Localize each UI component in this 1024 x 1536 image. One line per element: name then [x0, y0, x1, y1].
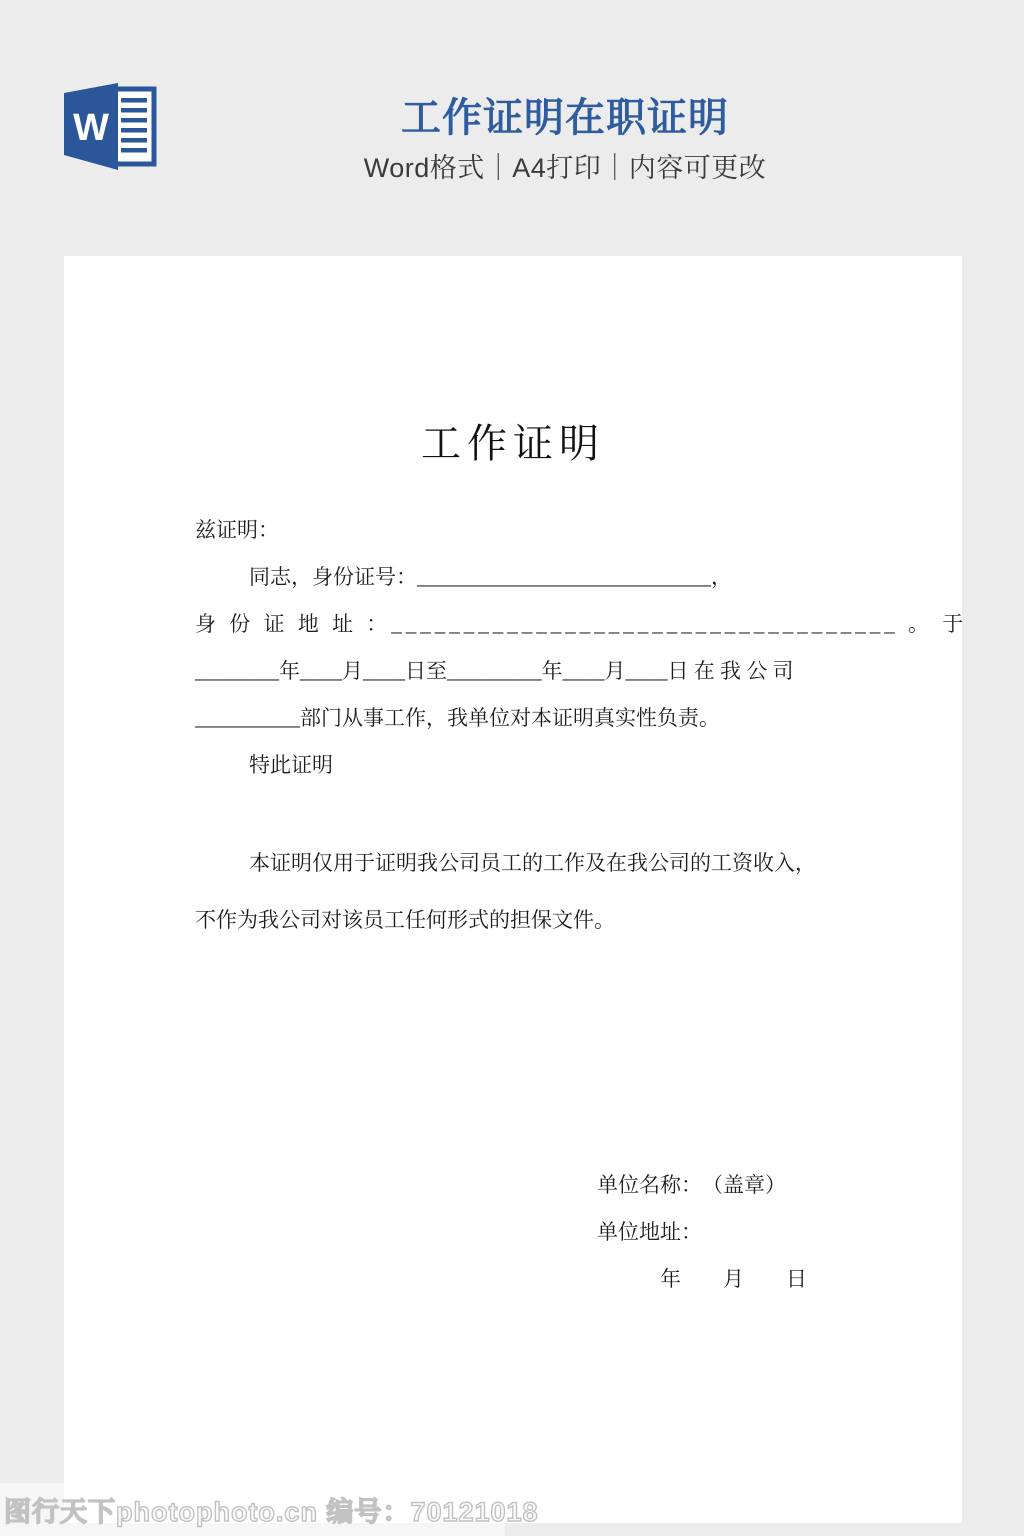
page-subtitle: Word格式｜A4打印｜内容可更改 — [363, 153, 767, 183]
document-page — [64, 256, 968, 1523]
word-icon-svg — [62, 80, 157, 175]
word-icon — [62, 80, 157, 175]
body-line-6: 特此证明 — [249, 753, 333, 777]
date-line: 年 月 日 — [660, 1267, 807, 1291]
signature-block — [597, 1162, 937, 1303]
company-name-line: 单位名称： （盖章） — [597, 1173, 786, 1197]
document-title: 工作证明 — [421, 421, 605, 466]
document-note-paragraph — [195, 835, 855, 949]
company-address-line: 单位地址： — [597, 1220, 702, 1244]
body-line-3: 身 份 证 地 址 ：___________________________________ 。 于 — [195, 612, 968, 636]
header — [300, 96, 830, 184]
body-line-2: 同志，身份证号：____________________________， — [249, 565, 732, 589]
note-line-2: 不作为我公司对该员工任何形式的担保文件。 — [195, 908, 615, 932]
document-body-paragraph — [195, 507, 968, 789]
body-line-5: __________部门从事工作，我单位对本证明真实性负责。 — [195, 706, 720, 730]
word-icon-letter: W — [73, 107, 109, 149]
watermark-text: 图行天下photophoto.cn 编号：70121018 — [4, 1497, 539, 1527]
note-line-1: 本证明仅用于证明我公司员工的工作及在我公司的工资收入， — [249, 851, 816, 875]
body-line-1: 兹证明： — [195, 518, 279, 542]
body-line-4: ________年____月____日至_________年____月____日 在 我 公 司 — [195, 659, 794, 683]
page-title: 工作证明在职证明 — [401, 96, 729, 140]
